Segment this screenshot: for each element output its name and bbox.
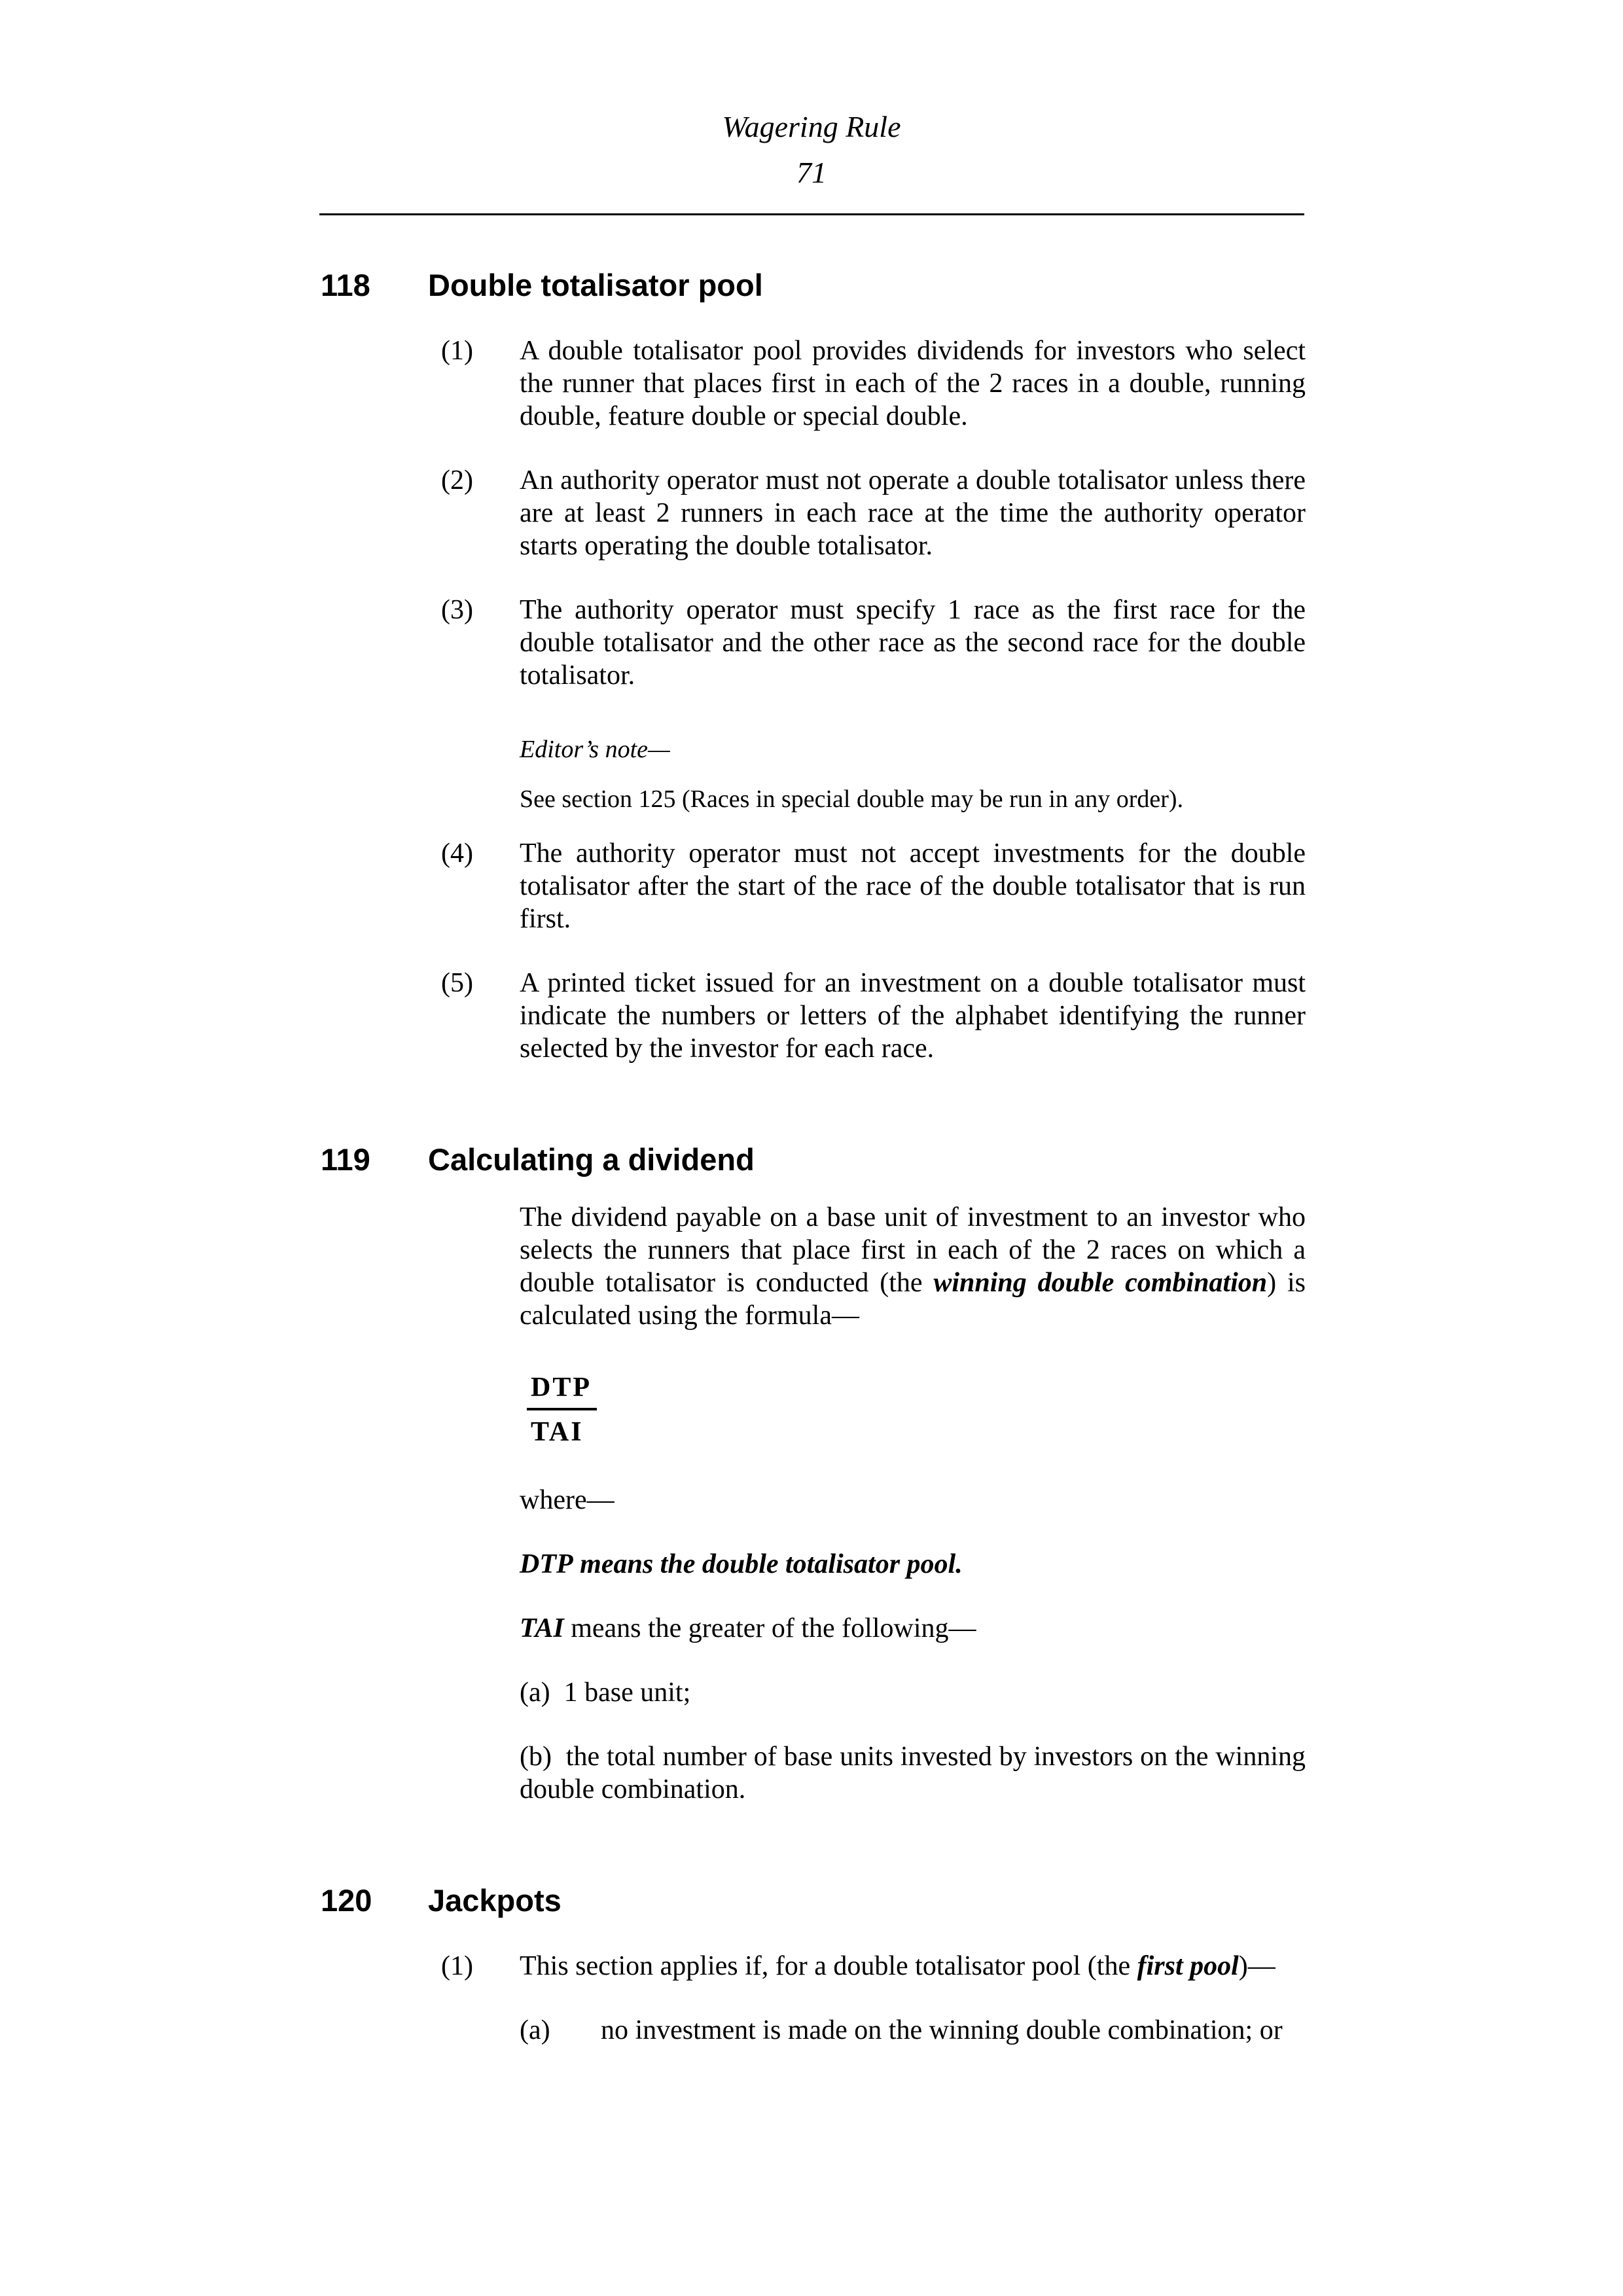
paragraph-2 [441, 464, 1306, 562]
paragraph-text: A printed ticket issued for an investment on a double totalisator must indicate the numbers or letters of the alphabet identifying the runner selected by the investor for each race. [520, 968, 1306, 1064]
section-118 [321, 268, 1306, 1065]
subparagraph-a [520, 2014, 1306, 2047]
formula [527, 1371, 1306, 1448]
section-119 [321, 1142, 1306, 1806]
paragraph-number: (1) [441, 1951, 473, 1981]
formula-numerator: DTP [527, 1371, 597, 1410]
paragraph-1 [441, 334, 1306, 433]
doc-title: Wagering Rule [722, 110, 901, 143]
paragraph-text: A double totalisator pool provides dividends for investors who select the runner that places first in each of the 2 races in a double, running double, feature double or special double. [520, 336, 1306, 431]
where-label: where— [520, 1485, 615, 1515]
section-title: Double totalisator pool [428, 268, 763, 302]
paragraph-1 [441, 1950, 1306, 1982]
page-number: 71 [796, 156, 827, 189]
paragraph-text: The authority operator must not accept investments for the double totalisator after the start of the race of the double totalisator that is run first. [520, 838, 1306, 934]
paragraph-text [520, 1950, 1306, 1982]
paragraph-number: (2) [441, 465, 473, 495]
list-item-b: (b) the total number of base units invested by investors on the winning double combination. [520, 1742, 1306, 1804]
definition-term: DTP [520, 1549, 573, 1579]
page-content [0, 268, 1623, 2047]
formula-denominator: TAI [531, 1417, 584, 1447]
page-header [0, 0, 1623, 215]
definition-term: TAI [520, 1613, 564, 1643]
paragraph-number: (4) [441, 838, 473, 869]
paragraph-text: The authority operator must specify 1 race as the first race for the double totalisator and the other race as the second race for the double totalisator. [520, 595, 1306, 691]
section-heading [321, 1883, 1306, 1918]
paragraph-3 [441, 594, 1306, 692]
section-heading [321, 1142, 1306, 1177]
section-number: 120 [321, 1883, 372, 1918]
paragraph-text-after: )— [1238, 1951, 1275, 1981]
header-rule [319, 213, 1304, 215]
definition-text: means the greater of the following— [571, 1613, 976, 1643]
editors-note [520, 735, 1306, 814]
editors-note-title: Editor’s note— [520, 736, 670, 763]
paragraph-text-before: This section applies if, for a double totalisator pool (the [520, 1951, 1131, 1981]
definition-dtp [520, 1548, 1306, 1581]
defined-term: winning double combination [933, 1268, 1268, 1298]
paragraph-number: (3) [441, 595, 473, 625]
editors-note-body: See section 125 (Races in special double may be run in any order). [520, 785, 1184, 813]
intro-text-before: The dividend payable on a base unit of investment to an investor who selects the runners that place first in each of the 2 races on which a double totalisator is conducted (the [520, 1202, 1306, 1298]
section-title: Jackpots [428, 1883, 562, 1918]
section-number: 119 [321, 1142, 370, 1177]
section-number: 118 [321, 268, 370, 302]
paragraph-5 [441, 967, 1306, 1065]
defined-term: first pool [1137, 1951, 1239, 1981]
section-120 [321, 1883, 1306, 2047]
list-item-a: (a) 1 base unit; [520, 1677, 691, 1708]
paragraph-4 [441, 837, 1306, 935]
section-title: Calculating a dividend [428, 1142, 755, 1177]
subparagraph-number: (a) [520, 2015, 550, 2045]
paragraph-text: An authority operator must not operate a double totalisator unless there are at least 2 runners in each race at the time the authority operator starts operating the double totalisator. [520, 465, 1306, 561]
paragraph-number: (5) [441, 968, 473, 998]
fraction [527, 1371, 597, 1448]
intro-paragraph [520, 1201, 1306, 1332]
paragraph-number: (1) [441, 336, 473, 366]
section-heading [321, 268, 1306, 303]
definition-text: means the double totalisator pool. [580, 1549, 963, 1579]
intro-text-after: ) is calculated using the formula— [520, 1268, 1306, 1331]
subparagraph-text: no investment is made on the winning double combination; or [601, 2015, 1283, 2045]
definition-tai [520, 1612, 1306, 1645]
